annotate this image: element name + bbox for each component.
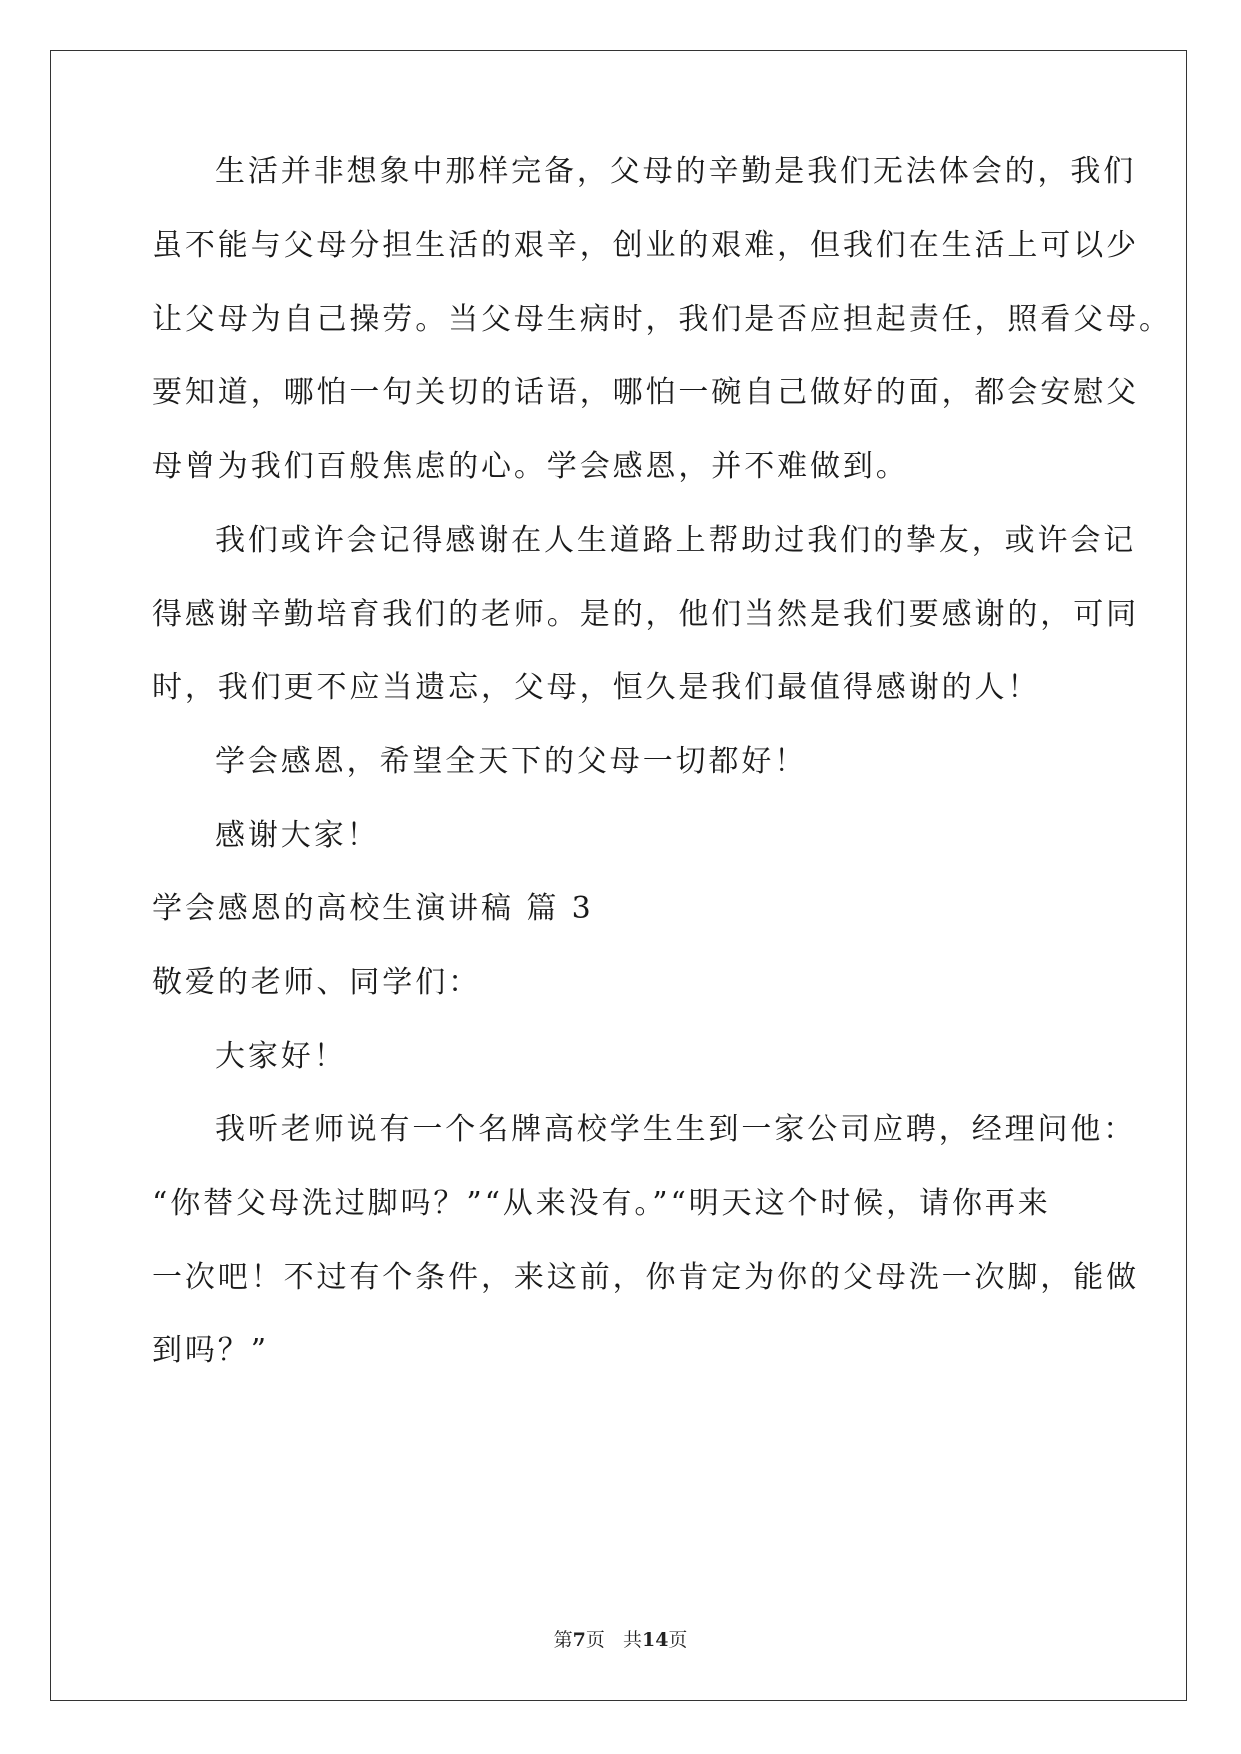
total-suffix: 页 bbox=[668, 1629, 688, 1651]
section-heading: 学会感恩的高校生演讲稿 篇 3 bbox=[152, 891, 594, 926]
paragraph-line: 生活并非想象中那样完备，父母的辛勤是我们无法体会的，我们 bbox=[215, 154, 1137, 189]
page-number: 7 bbox=[572, 1629, 586, 1651]
paragraph-line: 母曾为我们百般焦虑的心。学会感恩，并不难做到。 bbox=[152, 449, 909, 484]
paragraph-line: 我们或许会记得感谢在人生道路上帮助过我们的挚友，或许会记 bbox=[215, 523, 1137, 558]
paragraph-line: 虽不能与父母分担生活的艰辛，创业的艰难，但我们在生活上可以少 bbox=[152, 228, 1139, 263]
paragraph-line: 要知道，哪怕一句关切的话语，哪怕一碗自己做好的面，都会安慰父 bbox=[152, 375, 1139, 410]
page-suffix: 页 bbox=[585, 1629, 605, 1651]
page-prefix: 第 bbox=[553, 1629, 573, 1651]
total-pages: 14 bbox=[641, 1629, 669, 1651]
paragraph-line: 感谢大家！ bbox=[215, 818, 380, 853]
page-border bbox=[50, 50, 1187, 1701]
paragraph-line: 时，我们更不应当遗忘，父母，恒久是我们最值得感谢的人！ bbox=[152, 670, 1041, 705]
paragraph-line: 到吗？” bbox=[152, 1333, 269, 1368]
paragraph-line: 得感谢辛勤培育我们的老师。是的，他们当然是我们要感谢的，可同 bbox=[152, 597, 1139, 632]
greeting: 大家好！ bbox=[215, 1039, 347, 1074]
paragraph-line: 我听老师说有一个名牌高校学生生到一家公司应聘，经理问他： bbox=[215, 1112, 1137, 1147]
page-footer bbox=[0, 1628, 1241, 1652]
paragraph-line: 学会感恩，希望全天下的父母一切都好！ bbox=[215, 744, 808, 779]
paragraph-line: 一次吧！不过有个条件，来这前，你肯定为你的父母洗一次脚，能做 bbox=[152, 1260, 1139, 1295]
paragraph-line: 让父母为自己操劳。当父母生病时，我们是否应担起责任，照看父母。 bbox=[152, 302, 1172, 337]
salutation: 敬爱的老师、同学们： bbox=[152, 965, 481, 1000]
paragraph-line: “你替父母洗过脚吗？”“从来没有。”“明天这个时候，请你再来 bbox=[152, 1186, 1051, 1221]
total-prefix: 共 bbox=[622, 1629, 642, 1651]
